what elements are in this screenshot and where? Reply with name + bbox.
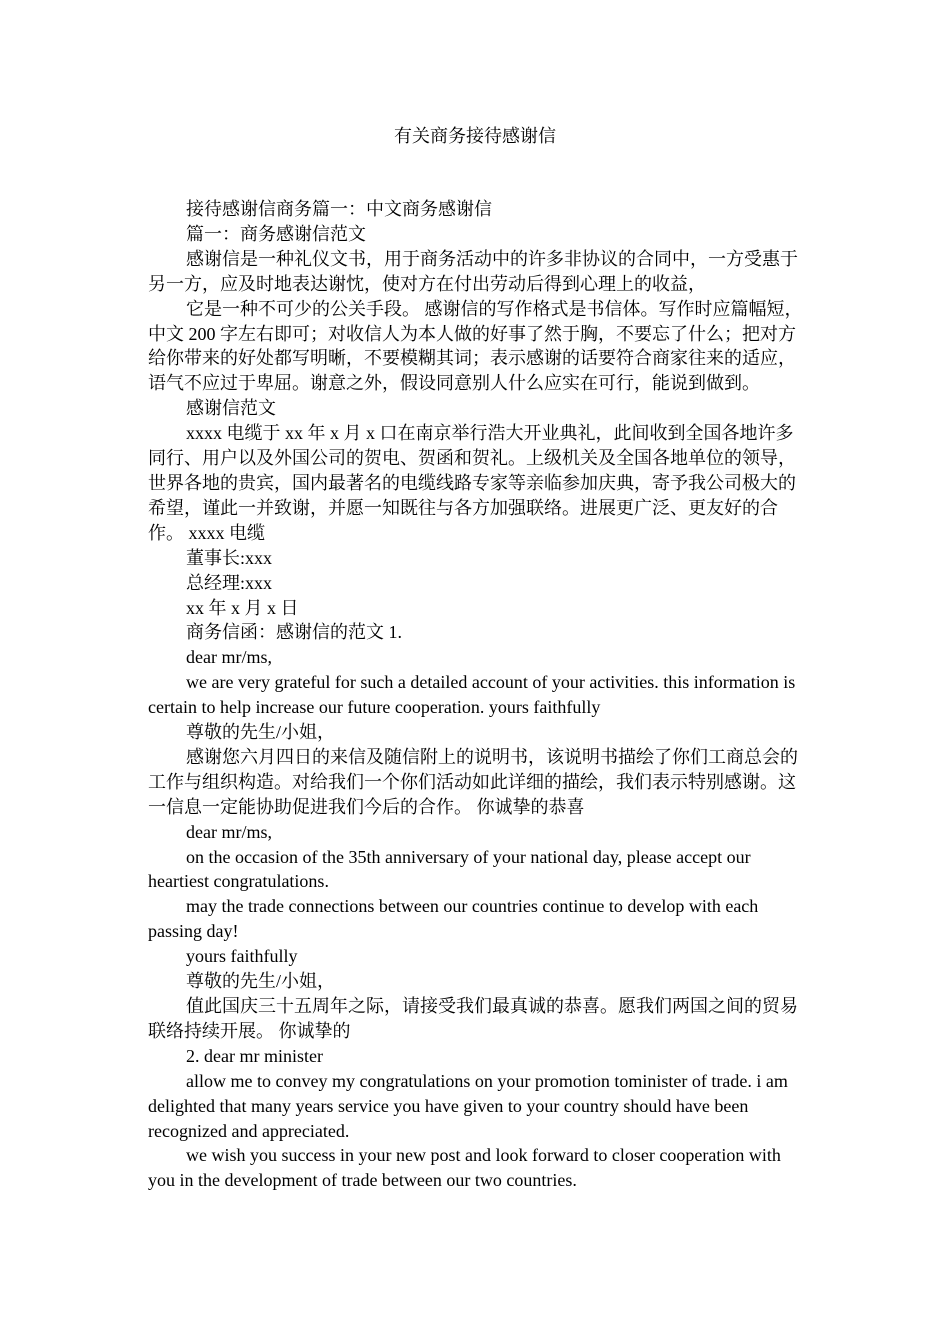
paragraph: 董事长:xxx — [186, 547, 273, 568]
paragraph: 感谢信范文 — [186, 398, 276, 419]
paragraph: 接待感谢信商务篇一：中文商务感谢信 — [186, 199, 492, 219]
paragraph: allow me to convey my congratulations on your promotion tominister of trade. i am delighted that many years service you have given to your country should have been recognized and appreciated. — [148, 1070, 788, 1141]
document-body — [148, 197, 806, 1193]
paragraph: on the occasion of the 35th anniversary of your national day, please accept our heartiest congratulations. — [148, 846, 751, 892]
paragraph: 它是一种不可少的公关手段。 感谢信的写作格式是书信体。写作时应篇幅短，中文 200 字左右即可；对收信人为本人做的好事了然于胸，不要忘了什么；把对方给你带来的好处都写明晰，不要模糊其词；表示感谢的话要符合商家往来的适应，语气不应过于卑屈。谢意之外，假设同意别人什么应实在可行，能说到做到。 — [148, 298, 803, 394]
document-title: 有关商务接待感谢信 — [394, 126, 556, 146]
paragraph: yours faithfully — [186, 946, 298, 967]
paragraph: 篇一：商务感谢信范文 — [186, 223, 366, 244]
paragraph: 值此国庆三十五周年之际，请接受我们最真诚的恭喜。愿我们两国之间的贸易联络持续开展。 你诚挚的 — [148, 996, 798, 1041]
paragraph: dear mr/ms, — [186, 647, 272, 668]
paragraph: may the trade connections between our countries continue to develop with each passing day! — [148, 896, 759, 942]
paragraph: dear mr/ms, — [186, 821, 272, 842]
paragraph: 尊敬的先生/小姐， — [186, 971, 336, 992]
paragraph: 尊敬的先生/小姐， — [186, 722, 336, 743]
paragraph: we are very grateful for such a detailed account of your activities. this information is certain to help increase our future cooperation. yours faithfully — [148, 672, 796, 718]
paragraph: 感谢您六月四日的来信及随信附上的说明书，该说明书描绘了你们工商总会的工作与组织构造。对给我们一个你们活动如此详细的描绘，我们表示特别感谢。这一信息一定能协助促进我们今后的合作。 你诚挚的恭喜 — [148, 746, 798, 817]
paragraph: xx 年 x 月 x 日 — [186, 597, 299, 618]
paragraph: 感谢信是一种礼仪文书，用于商务活动中的许多非协议的合同中，一方受惠于另一方，应及时地表达谢忱，使对方在付出劳动后得到心理上的收益， — [148, 248, 798, 294]
paragraph: xxxx 电缆于 xx 年 x 月 x 口在南京举行浩大开业典礼，此间收到全国各地许多同行、用户以及外国公司的贺电、贺函和贺礼。上级机关及全国各地单位的领导，世界各地的贵宾，国内最著名的电缆线路专家等亲临参加庆典，寄予我公司极大的希望，谨此一并致谢，并愿一知既往与各方加强联络。进展更广泛、更友好的合作。 xxxx 电缆 — [148, 423, 796, 543]
paragraph: we wish you success in your new post and look forward to closer cooperation with you in the development of trade between our two countries. — [148, 1145, 781, 1191]
paragraph: 2. dear mr minister — [186, 1045, 323, 1066]
paragraph: 总经理:xxx — [186, 572, 273, 593]
paragraph: 商务信函：感谢信的范文 1. — [186, 622, 402, 643]
